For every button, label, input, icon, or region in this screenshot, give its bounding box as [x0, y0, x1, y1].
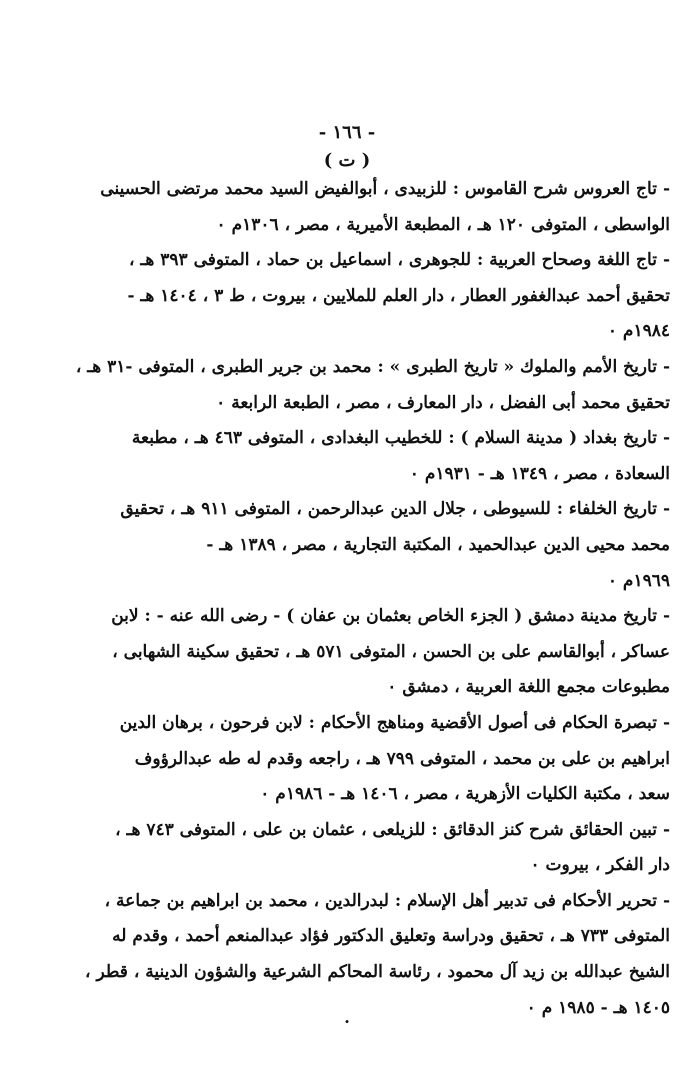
entry-line: ١٤٠٥ هـ - ١٩٨٥ م ٠	[526, 997, 670, 1018]
bibliography-entry	[70, 172, 670, 243]
bibliography-entry	[70, 884, 670, 1026]
entry-dash: -	[662, 606, 670, 627]
entry-line: دار الفكر ، بيروت ٠	[530, 855, 670, 876]
section-letter: ( ت )	[323, 150, 371, 171]
entry-line	[70, 492, 670, 528]
entry-line: الواسطى ، المتوفى ١٢٠ هـ ، المطبعة الأميرية ، مصر ، ١٣٠٦م ٠	[216, 214, 670, 235]
footer-mark: .	[344, 1008, 350, 1027]
entry-text: تاج اللغة وصحاح العربية : للجوهرى ، اسماعيل بن حماد ، المتوفى ٣٩٣ هـ ،	[128, 250, 657, 271]
entry-text: تاريخ بغداد ( مدينة السلام ) : للخطيب البغدادى ، المتوفى ٤٦٣ هـ ، مطبعة	[131, 428, 657, 449]
entry-text: تبين الحقائق شرح كنز الدقائق : للزيلعى ، عثمان بن على ، المتوفى ٧٤٣ هـ ،	[115, 819, 657, 840]
entry-text: تحرير الأحكام فى تدبير أهل الإسلام : لبدرالدين ، محمد بن ابراهيم بن جماعة ،	[104, 890, 657, 911]
bibliography-list	[70, 172, 670, 1026]
entry-line: مطبوعات مجمع اللغة العربية ، دمشق ٠	[387, 677, 670, 698]
entry-line	[70, 706, 670, 742]
entry-line: تحقيق محمد أبى الفضل ، دار المعارف ، مصر ، الطبعة الرابعة ٠	[216, 392, 670, 413]
entry-line: تحقيق أحمد عبدالغفور العطار ، دار العلم للملايين ، بيروت ، ط ٣ ، ١٤٠٤ هـ -	[127, 285, 670, 306]
entry-dash: -	[662, 356, 670, 377]
entry-text: تاريخ الخلفاء : للسيوطى ، جلال الدين عبدالرحمن ، المتوفى ٩١١ هـ ، تحقيق	[120, 499, 657, 520]
entry-dash: -	[662, 712, 670, 733]
entry-line	[70, 813, 670, 849]
entry-line: ١٩٨٤م ٠	[607, 321, 670, 342]
entry-line: المتوفى ٧٣٣ هـ ، تحقيق ودراسة وتعليق الدكتور فؤاد عبدالمنعم أحمد ، وقدم له	[112, 926, 670, 947]
bibliography-entry	[70, 421, 670, 492]
entry-dash: -	[662, 250, 670, 271]
entry-line: عساكر ، أبوالقاسم على بن الحسن ، المتوفى ٥٧١ هـ ، تحقيق سكينة الشهابى ،	[112, 641, 670, 662]
entry-line: ١٩٦٩م ٠	[607, 570, 670, 591]
bibliography-entry	[70, 350, 670, 421]
entry-dash: -	[662, 890, 670, 911]
entry-dash: -	[662, 428, 670, 449]
bibliography-entry	[70, 706, 670, 813]
entry-line	[70, 172, 670, 208]
entry-line: سعد ، مكتبة الكليات الأزهرية ، مصر ، ١٤٠٦ هـ - ١٩٨٦م ٠	[260, 784, 670, 805]
bibliography-entry	[70, 599, 670, 706]
entry-line	[70, 243, 670, 279]
entry-line	[70, 350, 670, 386]
entry-dash: -	[662, 499, 670, 520]
entry-text: تاج العروس شرح القاموس : للزبيدى ، أبوالفيض السيد محمد مرتضى الحسينى	[100, 179, 657, 199]
bibliography-entry	[70, 813, 670, 884]
entry-line: ابراهيم بن على بن محمد ، المتوفى ٧٩٩ هـ ، راجعه وقدم له طه عبدالرؤوف	[134, 748, 670, 769]
entry-line	[70, 421, 670, 457]
entry-text: تبصرة الحكام فى أصول الأقضية ومناهج الأحكام : لابن فرحون ، برهان الدين	[119, 712, 657, 733]
bibliography-entry	[70, 492, 670, 599]
entry-line	[70, 884, 670, 920]
entry-dash: -	[662, 179, 670, 199]
entry-line: السعادة ، مصر ، ١٣٤٩ هـ - ١٩٣١م ٠	[409, 463, 670, 484]
entry-line	[70, 599, 670, 635]
entry-text: تاريخ مدينة دمشق ( الجزء الخاص بعثمان بن عفان ) - رضى الله عنه - : لابن	[111, 606, 657, 627]
bibliography-entry	[70, 243, 670, 350]
entry-line: محمد محيى الدين عبدالحميد ، المكتبة التجارية ، مصر ، ١٣٨٩ هـ -	[206, 534, 670, 555]
entry-dash: -	[662, 819, 670, 840]
entry-text: تاريخ الأمم والملوك « تاريخ الطبرى » : محمد بن جرير الطبرى ، المتوفى -٣١ هـ ،	[75, 356, 657, 377]
page-number: - ١٦٦ -	[318, 122, 376, 143]
entry-line: الشيخ عبدالله بن زيد آل محمود ، رئاسة المحاكم الشرعية والشؤون الدينية ، قطر ،	[85, 962, 670, 983]
